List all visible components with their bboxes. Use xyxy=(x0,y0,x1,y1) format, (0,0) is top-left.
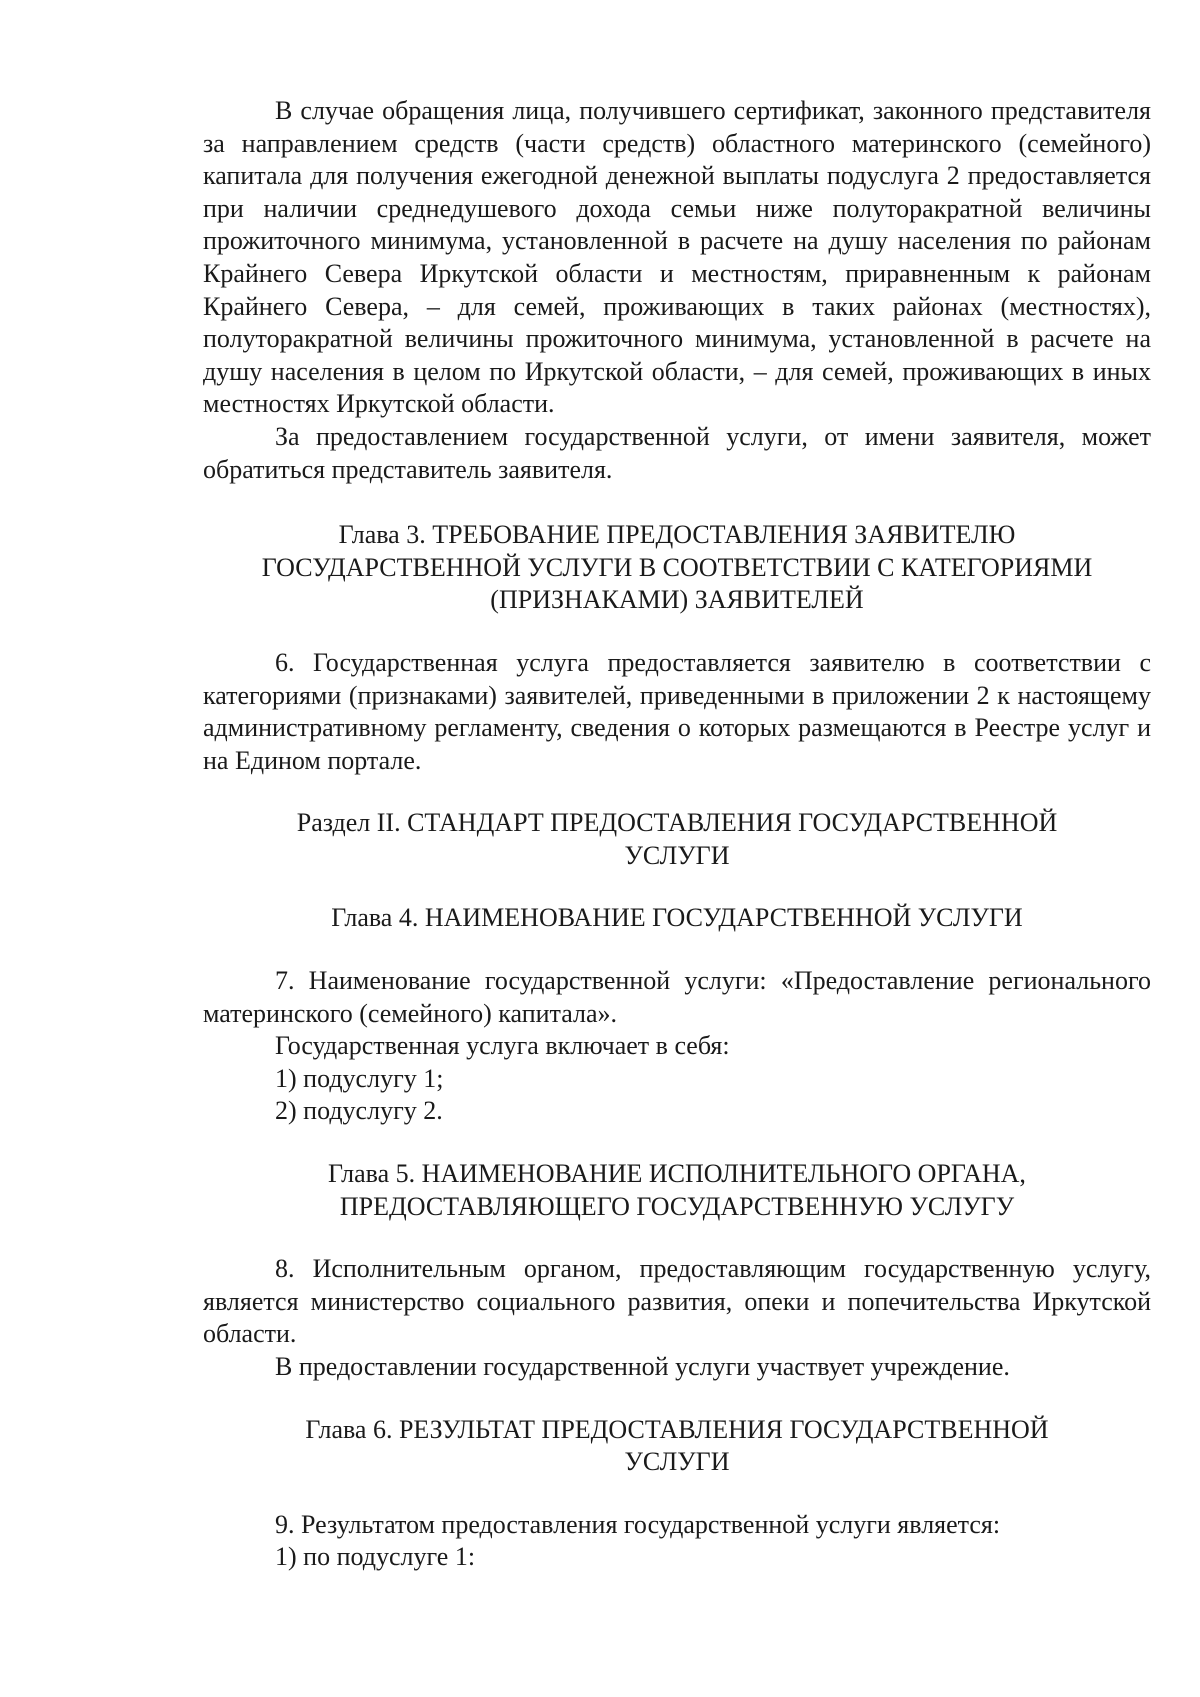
paragraph-7: 7. Наименование государственной услуги: «Предоставление регионального материнского (семейного) капитала». xyxy=(203,966,1151,1028)
list-item-subservice-2: 2) подуслугу 2. xyxy=(275,1096,443,1126)
chapter-4-heading: Глава 4. НАИМЕНОВАНИЕ ГОСУДАРСТВЕННОЙ УСЛУГИ xyxy=(331,903,1023,933)
chapter-6-heading: Глава 6. РЕЗУЛЬТАТ ПРЕДОСТАВЛЕНИЯ ГОСУДАРСТВЕННОЙ УСЛУГИ xyxy=(305,1414,1049,1477)
document-page xyxy=(203,95,1151,1574)
list-item-by-subservice-1: 1) по подуслуге 1: xyxy=(275,1542,476,1572)
paragraph-representative: За предоставлением государственной услуги, от имени заявителя, может обратиться представитель заявителя. xyxy=(203,421,1151,484)
paragraph-9: 9. Результатом предоставления государственной услуги является: xyxy=(275,1509,1001,1539)
paragraph-8: 8. Исполнительным органом, предоставляющим государственную услугу, является министерство социального развития, опеки и попечительства Иркутской области. xyxy=(203,1254,1151,1349)
paragraph-6: 6. Государственная услуга предоставляется заявителю в соответствии с категориями (признаками) заявителей, приведенными в приложении 2 к настоящему административному регламенту, сведения о которых размещаются в Реестре услуг и на Едином портале. xyxy=(203,647,1151,775)
chapter-3-heading: Глава 3. ТРЕБОВАНИЕ ПРЕДОСТАВЛЕНИЯ ЗАЯВИТЕЛЮ ГОСУДАРСТВЕННОЙ УСЛУГИ В СООТВЕТСТВИИ С КАТЕГОРИЯМИ (ПРИЗНАКАМИ) ЗАЯВИТЕЛЕЙ xyxy=(261,520,1093,615)
list-item-subservice-1: 1) подуслугу 1; xyxy=(275,1063,444,1093)
section-2-heading: Раздел II. СТАНДАРТ ПРЕДОСТАВЛЕНИЯ ГОСУДАРСТВЕННОЙ УСЛУГИ xyxy=(296,808,1058,870)
paragraph-8-institution: В предоставлении государственной услуги участвует учреждение. xyxy=(275,1352,1010,1381)
chapter-5-heading: Глава 5. НАИМЕНОВАНИЕ ИСПОЛНИТЕЛЬНОГО ОРГАНА, ПРЕДОСТАВЛЯЮЩЕГО ГОСУДАРСТВЕННУЮ УСЛУГУ xyxy=(328,1159,1026,1221)
paragraph-7-intro: Государственная услуга включает в себя: xyxy=(275,1031,730,1061)
paragraph-monthly-payment-conditions: В случае обращения лица, получившего сертификат, законного представителя за направлением средств (части средств) областного материнского (семейного) капитала для получения ежегодной денежной выплаты подуслуга 2 предоставляется при наличии среднедушевого дохода семьи ниже полуторакратной величины прожиточного минимума, установленной в расчете на душу населения по районам Крайнего Севера Иркутской области и местностям, приравненным к районам Крайнего Севера, – для семей, проживающих в таких районах (местностях), полуторакратной величины прожиточного минимума, установленной в расчете на душу населения в целом по Иркутской области, – для семей, проживающих в иных местностях Иркутской области. xyxy=(203,96,1151,419)
